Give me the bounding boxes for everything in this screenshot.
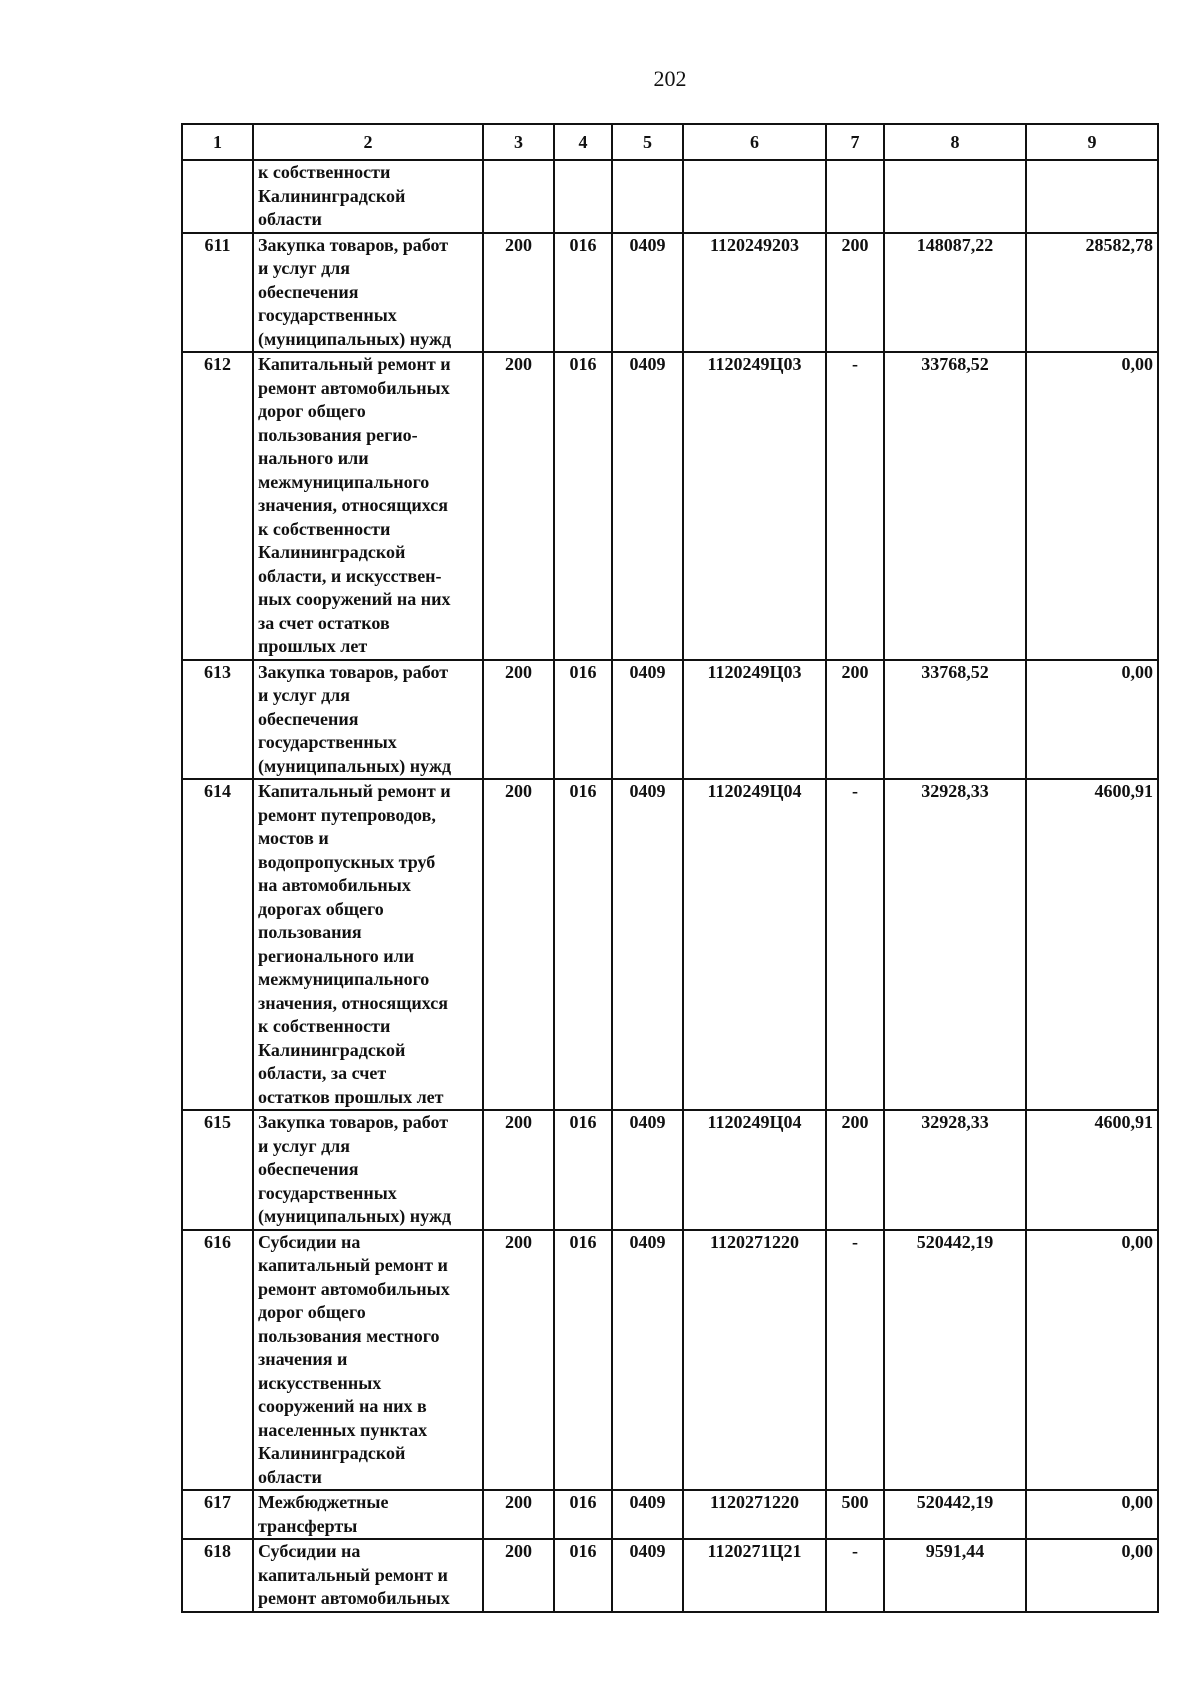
row-col-8 (884, 160, 1026, 233)
row-col-6: 1120249Ц04 (683, 1110, 826, 1230)
row-col-3: 200 (483, 1230, 554, 1491)
table-row (182, 1539, 1158, 1612)
row-col-8: 9591,44 (884, 1539, 1026, 1612)
row-col-9: 0,00 (1026, 1539, 1158, 1612)
row-col-5: 0409 (612, 779, 683, 1110)
row-col-7: 500 (826, 1490, 884, 1539)
row-col-3: 200 (483, 1490, 554, 1539)
header-col-9: 9 (1026, 124, 1158, 160)
row-col-8: 32928,33 (884, 779, 1026, 1110)
row-col-7 (826, 160, 884, 233)
row-name: Капитальный ремонт и ремонт автомобильных дорог общего пользования регио- нального или межмуниципального значения, относящихся к собственности Калининградской области, и искусствен- ных сооружений на них за счет остатков прошлых лет (253, 352, 483, 660)
header-col-8: 8 (884, 124, 1026, 160)
header-col-6: 6 (683, 124, 826, 160)
row-col-9: 0,00 (1026, 660, 1158, 780)
row-col-3 (483, 160, 554, 233)
row-col-4: 016 (554, 1230, 612, 1491)
row-col-5 (612, 160, 683, 233)
row-col-3: 200 (483, 1110, 554, 1230)
row-col-4: 016 (554, 233, 612, 353)
row-number: 614 (182, 779, 253, 1110)
row-col-6: 1120271220 (683, 1230, 826, 1491)
row-col-9: 4600,91 (1026, 1110, 1158, 1230)
row-col-5: 0409 (612, 352, 683, 660)
row-col-7: 200 (826, 233, 884, 353)
row-col-3: 200 (483, 233, 554, 353)
header-col-7: 7 (826, 124, 884, 160)
row-number: 618 (182, 1539, 253, 1612)
row-col-3: 200 (483, 779, 554, 1110)
row-col-6: 1120271220 (683, 1490, 826, 1539)
row-name: Закупка товаров, работ и услуг для обеспечения государственных (муниципальных) нужд (253, 1110, 483, 1230)
row-col-4: 016 (554, 660, 612, 780)
row-col-4: 016 (554, 779, 612, 1110)
row-col-7: - (826, 779, 884, 1110)
header-col-3: 3 (483, 124, 554, 160)
table-row (182, 779, 1158, 1110)
row-name: Субсидии на капитальный ремонт и ремонт автомобильных (253, 1539, 483, 1612)
row-col-9: 28582,78 (1026, 233, 1158, 353)
row-col-9 (1026, 160, 1158, 233)
header-col-4: 4 (554, 124, 612, 160)
row-col-6: 1120249Ц03 (683, 660, 826, 780)
table-row (182, 1230, 1158, 1491)
row-col-8: 520442,19 (884, 1490, 1026, 1539)
row-number: 613 (182, 660, 253, 780)
row-number: 612 (182, 352, 253, 660)
row-col-8: 520442,19 (884, 1230, 1026, 1491)
row-col-9: 0,00 (1026, 1490, 1158, 1539)
row-col-3: 200 (483, 352, 554, 660)
table-row (182, 352, 1158, 660)
row-col-7: 200 (826, 1110, 884, 1230)
row-col-3: 200 (483, 660, 554, 780)
row-col-4: 016 (554, 1110, 612, 1230)
table-row (182, 1110, 1158, 1230)
row-number: 611 (182, 233, 253, 353)
header-col-2: 2 (253, 124, 483, 160)
row-col-9: 0,00 (1026, 352, 1158, 660)
row-col-5: 0409 (612, 1539, 683, 1612)
row-col-4 (554, 160, 612, 233)
row-col-7: - (826, 1539, 884, 1612)
row-number (182, 160, 253, 233)
row-name: Закупка товаров, работ и услуг для обеспечения государственных (муниципальных) нужд (253, 660, 483, 780)
row-col-9: 0,00 (1026, 1230, 1158, 1491)
row-col-5: 0409 (612, 1110, 683, 1230)
table-row (182, 233, 1158, 353)
row-name: к собственности Калининградской области (253, 160, 483, 233)
row-col-7: - (826, 1230, 884, 1491)
row-col-5: 0409 (612, 1230, 683, 1491)
row-number: 617 (182, 1490, 253, 1539)
row-col-4: 016 (554, 352, 612, 660)
row-col-6 (683, 160, 826, 233)
row-name: Субсидии на капитальный ремонт и ремонт автомобильных дорог общего пользования местного значения и искусственных сооружений на них в населенных пунктах Калининградской области (253, 1230, 483, 1491)
row-name: Закупка товаров, работ и услуг для обеспечения государственных (муниципальных) нужд (253, 233, 483, 353)
table-header-row (182, 124, 1158, 160)
row-col-8: 32928,33 (884, 1110, 1026, 1230)
row-number: 615 (182, 1110, 253, 1230)
row-col-4: 016 (554, 1539, 612, 1612)
row-name: Капитальный ремонт и ремонт путепроводов, мостов и водопропускных труб на автомобильных дорогах общего пользования регионального или межмуниципального значения, относящихся к собственности Калининградской области, за счет остатков прошлых лет (253, 779, 483, 1110)
row-number: 616 (182, 1230, 253, 1491)
row-col-7: - (826, 352, 884, 660)
row-col-5: 0409 (612, 660, 683, 780)
row-col-4: 016 (554, 1490, 612, 1539)
row-col-8: 33768,52 (884, 660, 1026, 780)
row-col-8: 33768,52 (884, 352, 1026, 660)
row-col-6: 1120249Ц04 (683, 779, 826, 1110)
row-col-6: 1120249203 (683, 233, 826, 353)
row-col-6: 1120271Ц21 (683, 1539, 826, 1612)
row-col-7: 200 (826, 660, 884, 780)
row-col-5: 0409 (612, 1490, 683, 1539)
row-col-3: 200 (483, 1539, 554, 1612)
table-row (182, 660, 1158, 780)
table-row (182, 1490, 1158, 1539)
budget-table (181, 123, 1159, 1613)
page-number: 202 (653, 66, 687, 91)
row-name: Межбюджетные трансферты (253, 1490, 483, 1539)
header-col-1: 1 (182, 124, 253, 160)
row-col-9: 4600,91 (1026, 779, 1158, 1110)
header-col-5: 5 (612, 124, 683, 160)
row-col-6: 1120249Ц03 (683, 352, 826, 660)
table-row (182, 160, 1158, 233)
row-col-8: 148087,22 (884, 233, 1026, 353)
row-col-5: 0409 (612, 233, 683, 353)
